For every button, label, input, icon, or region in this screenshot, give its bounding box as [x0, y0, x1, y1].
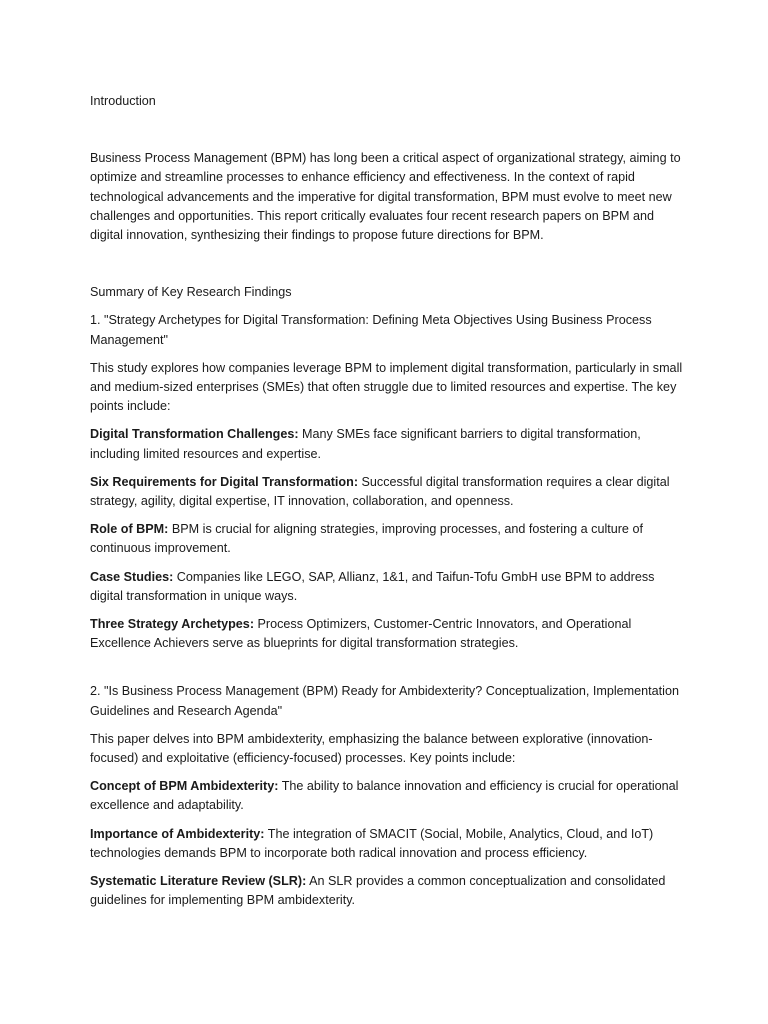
paper-1-title: 1. "Strategy Archetypes for Digital Transformation: Defining Meta Objectives Using Business Process Management" [90, 313, 652, 347]
document-page [90, 92, 690, 920]
summary-heading: Summary of Key Research Findings [90, 285, 292, 300]
paper-2-point [90, 872, 690, 910]
point-label: Six Requirements for Digital Transformation: [90, 474, 359, 489]
point-text: An SLR provides a common conceptualization and consolidated guidelines for implementing BPM ambidexterity. [90, 874, 666, 908]
paper-2-title: 2. "Is Business Process Management (BPM) Ready for Ambidexterity? Conceptualization, Implementation Guidelines and Research Agenda" [90, 684, 679, 718]
paper-2-intro: This paper delves into BPM ambidexterity, emphasizing the balance between explorative (innovation-focused) and exploitative (efficiency-focused) processes. Key points include: [90, 731, 653, 766]
point-label: Role of BPM: [90, 522, 169, 537]
paper-2-point [90, 825, 690, 863]
paper-1-point [90, 473, 690, 511]
intro-heading: Introduction [90, 94, 156, 108]
point-label: Importance of Ambidexterity: [90, 826, 265, 841]
point-text: BPM is crucial for aligning strategies, improving processes, and fostering a culture of continuous improvement. [90, 522, 643, 556]
paper-2-point [90, 777, 690, 815]
paper-1-point [90, 520, 690, 558]
point-text: Many SMEs face significant barriers to digital transformation, including limited resources and expertise. [90, 427, 641, 461]
point-text: Companies like LEGO, SAP, Allianz, 1&1, and Taifun-Tofu GmbH use BPM to address digital transformation in unique ways. [90, 569, 655, 603]
intro-paragraph: Business Process Management (BPM) has long been a critical aspect of organizational strategy, aiming to optimize and streamline processes to enhance efficiency and effectiveness. In the context of rapid technological advancements and the imperative for digital transformation, BPM must evolve to meet new challenges and opportunities. This report critically evaluates four recent research papers on BPM and digital innovation, synthesizing their findings to propose future directions for BPM. [90, 151, 681, 243]
paper-1-point [90, 425, 690, 463]
point-text: Successful digital transformation requires a clear digital strategy, agility, digital expertise, IT innovation, collaboration, and openness. [90, 474, 670, 509]
point-text: Process Optimizers, Customer-Centric Innovators, and Operational Excellence Achievers serve as blueprints for digital transformation strategies. [90, 617, 632, 651]
paper-1-point [90, 615, 690, 653]
paper-1-point [90, 568, 690, 606]
point-label: Concept of BPM Ambidexterity: [90, 779, 279, 794]
paper-1-intro: This study explores how companies leverage BPM to implement digital transformation, particularly in small and medium-sized enterprises (SMEs) that often struggle due to limited resources and expertise. The key points include: [90, 360, 683, 414]
point-label: Case Studies: [90, 569, 174, 584]
point-text: The integration of SMACIT (Social, Mobile, Analytics, Cloud, and IoT) technologies demands BPM to incorporate both radical innovation and process efficiency. [90, 826, 654, 860]
point-label: Systematic Literature Review (SLR): [90, 874, 307, 889]
point-label: Three Strategy Archetypes: [90, 617, 255, 632]
point-label: Digital Transformation Challenges: [90, 427, 299, 442]
point-text: The ability to balance innovation and efficiency is crucial for operational excellence and adaptability. [90, 779, 679, 813]
